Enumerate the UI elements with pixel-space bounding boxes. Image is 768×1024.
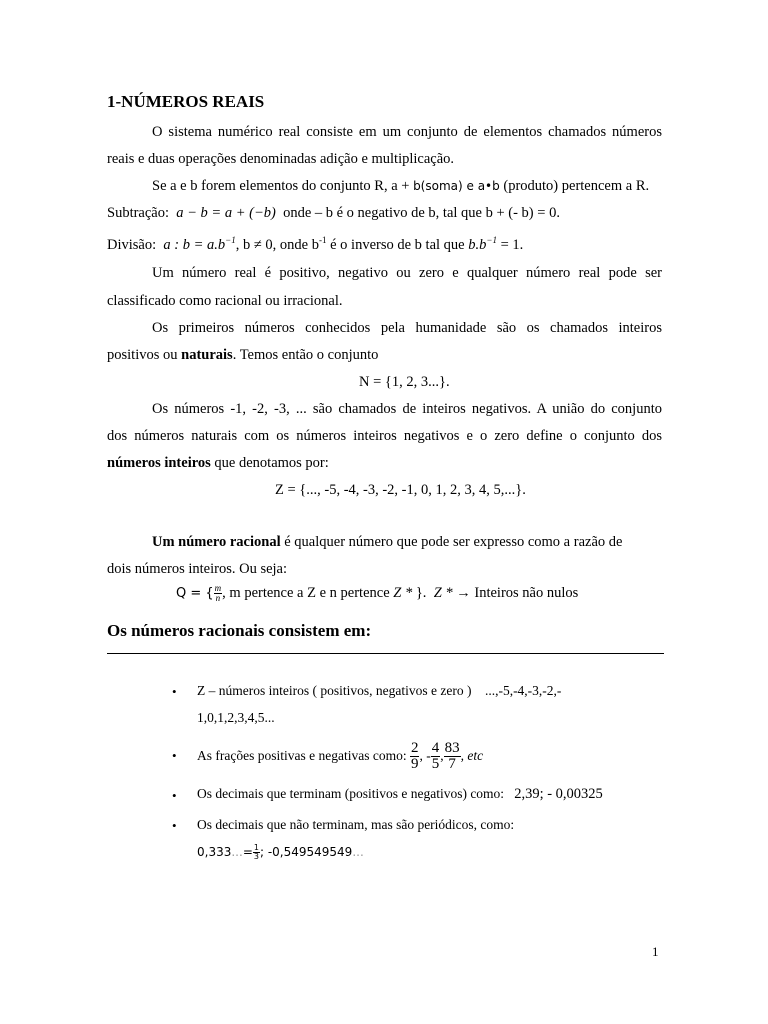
- decimal-values: 2,39; - 0,00325: [514, 786, 603, 802]
- text-run: }.: [415, 584, 427, 601]
- paragraph-line: [152, 534, 662, 551]
- paragraph-line: [107, 455, 329, 472]
- fraction-m-n: [214, 584, 223, 603]
- list-item: Os decimais que não terminam, mas são periódicos, como:: [197, 817, 515, 832]
- paragraph-line: O sistema numérico real consiste em um conjunto de elementos chamados números: [152, 124, 662, 140]
- fraction: [410, 741, 420, 772]
- list-item-text: As frações positivas e negativas como:: [197, 747, 407, 763]
- bullet-icon: •: [172, 818, 177, 833]
- numerator: m: [214, 583, 222, 593]
- bullet-icon: •: [172, 748, 177, 763]
- list-item-text: Z – números inteiros ( positivos, negativos e zero ) ...,-5,-4,-3,-2,-: [197, 683, 562, 698]
- list-item: [197, 786, 603, 803]
- exponent: -1: [319, 235, 327, 245]
- subtraction-formula: a − b = a + (−b): [176, 205, 276, 221]
- subtraction-label: Subtração:: [107, 205, 170, 221]
- list-item: [197, 683, 646, 699]
- inverse-formula: b.b: [468, 237, 487, 253]
- ellipsis: ...: [231, 845, 243, 860]
- denominator: n: [215, 593, 221, 603]
- text-run: b(soma) e a•b: [413, 179, 500, 193]
- numerator: 1: [253, 843, 259, 852]
- list-item-text: Os decimais que terminam (positivos e negativos) como:: [197, 786, 505, 801]
- paragraph-line: dois números inteiros. Ou seja:: [107, 561, 288, 577]
- set-q: [176, 584, 578, 603]
- bold-term: Um número racional: [152, 534, 281, 550]
- arrow-icon: →: [456, 584, 471, 601]
- etc: , etc: [460, 747, 484, 763]
- text-run: , b ≠ 0, onde b: [235, 237, 319, 253]
- denominator: 3: [253, 852, 259, 861]
- text-run: . Temos então o conjunto: [232, 347, 379, 363]
- fraction: [431, 739, 444, 772]
- bullet-icon: •: [172, 684, 177, 699]
- set-n: N = {1, 2, 3...}.: [359, 374, 450, 390]
- z-star: Z *: [433, 584, 453, 601]
- text-run: positivos ou: [107, 347, 182, 363]
- paragraph-line: Os números -1, -2, -3, ... são chamados de inteiros negativos. A união do conjunto: [152, 401, 662, 417]
- text-run: =: [242, 845, 253, 860]
- list-item: [197, 736, 483, 776]
- fraction: [444, 741, 461, 772]
- exponent: −1: [486, 235, 497, 245]
- paragraph-line: [107, 347, 378, 364]
- text-run: é qualquer número que pode ser expresso como a razão de: [280, 534, 623, 550]
- page-number: 1: [652, 944, 659, 959]
- subtraction-text: onde – b é o negativo de b, tal que b + (- b) = 0.: [283, 205, 560, 221]
- numerator: 2: [410, 739, 419, 756]
- text-run: Inteiros não nulos: [474, 584, 579, 601]
- paragraph-line: reais e duas operações denominadas adição e multiplicação.: [107, 151, 455, 167]
- text-run: Q = {: [176, 585, 214, 601]
- ellipsis: ...: [352, 845, 364, 860]
- denominator: 7: [444, 756, 461, 772]
- exponent: −1: [225, 235, 236, 245]
- text-run: = 1.: [496, 237, 524, 253]
- list-item-continuation: 1,0,1,2,3,4,5...: [197, 710, 275, 725]
- denominator: 9: [410, 755, 419, 772]
- fraction-one-third: [253, 844, 260, 861]
- paragraph-line: Os primeiros números conhecidos pela humanidade são os chamados inteiros: [152, 320, 662, 336]
- paragraph-line: dos números naturais com os números inteiros negativos e o zero define o conjunto dos: [107, 428, 662, 444]
- division-line: [107, 235, 523, 254]
- separator: , -: [419, 747, 431, 763]
- text-run: ; -0,549549549: [259, 845, 353, 860]
- paragraph-line: classificado como racional ou irracional.: [107, 293, 343, 309]
- paragraph-line: Um número real é positivo, negativo ou zero e qualquer número real pode ser: [152, 265, 662, 281]
- text-run: (produto) pertencem a R.: [499, 178, 650, 194]
- paragraph-line: [152, 178, 649, 195]
- bold-term: números inteiros: [107, 455, 211, 471]
- denominator: 5: [431, 755, 440, 772]
- division-formula: a : b = a.b: [163, 237, 226, 253]
- bold-term: naturais: [181, 347, 233, 363]
- numerator: 83: [444, 739, 460, 756]
- z-star: Z *: [393, 584, 413, 601]
- text-run: que denotamos por:: [210, 455, 329, 471]
- text-run: Se a e b forem elementos do conjunto R, a +: [152, 178, 414, 194]
- set-z: Z = {..., -5, -4, -3, -2, -1, 0, 1, 2, 3, 4, 5,...}.: [275, 482, 526, 498]
- section-heading: Os números racionais consistem em:: [107, 621, 372, 640]
- divider: [107, 653, 664, 654]
- separator: ,: [440, 747, 444, 763]
- subtraction-line: [107, 205, 560, 222]
- numerator: 4: [431, 739, 440, 756]
- text-run: é o inverso de b tal que: [326, 237, 469, 253]
- division-label: Divisão:: [107, 237, 157, 253]
- bullet-icon: •: [172, 788, 177, 803]
- page-title: 1-NÚMEROS REAIS: [107, 92, 265, 111]
- text-run: 0,333: [197, 845, 232, 860]
- text-run: , m pertence a Z e n pertence: [222, 584, 394, 601]
- periodic-decimals: [197, 844, 364, 861]
